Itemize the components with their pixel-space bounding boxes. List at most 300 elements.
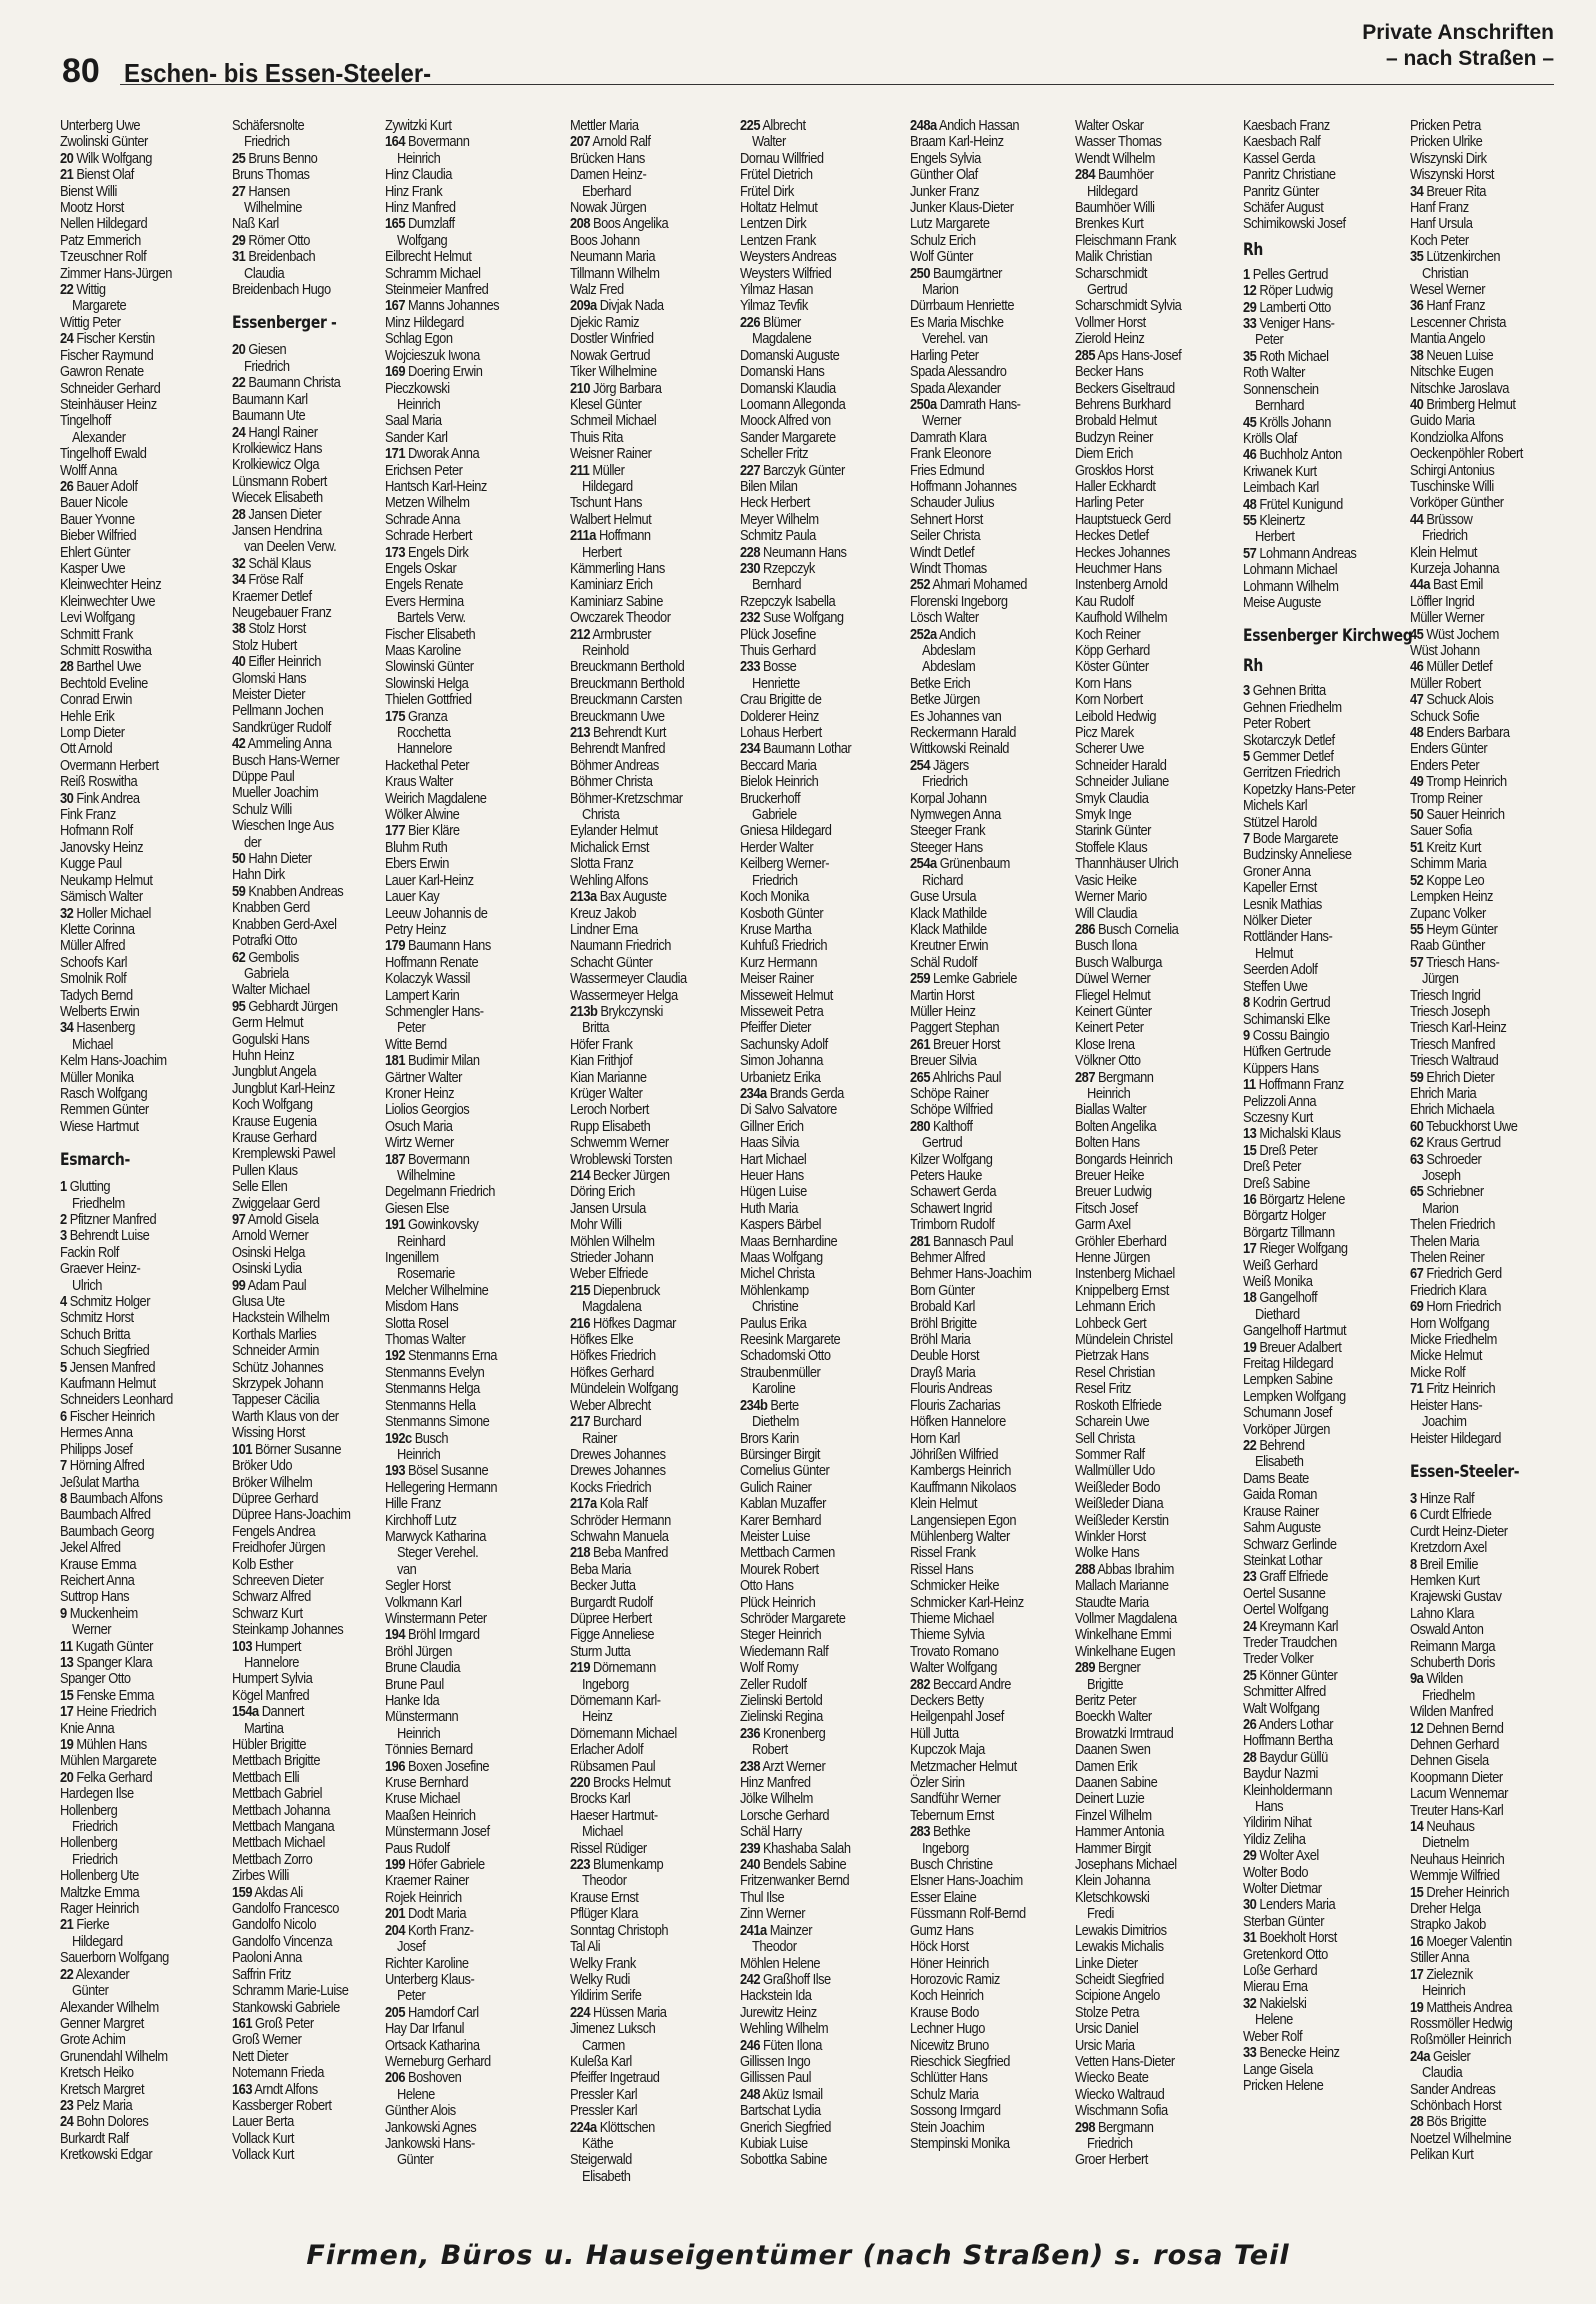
entry-continuation: Alexander [72,428,126,446]
directory-entry: Wolter Dietmar [1243,1880,1322,1898]
directory-entry: Bielok Heinrich [740,773,819,791]
directory-entry: Schoofs Karl [60,953,127,971]
directory-entry: 38 Stolz Horst [232,620,306,638]
house-number: 232 [740,609,760,627]
directory-entry: Müller Werner [1410,609,1485,627]
directory-entry: Michel Christa [740,1265,815,1283]
house-number: 17 [1410,1965,1424,1983]
directory-entry: Krölls Olaf [1243,429,1297,447]
directory-entry: Dams Beate [1243,1469,1309,1487]
directory-entry: Vollmer Horst [1075,313,1146,331]
directory-entry: 199 Höfer Gabriele [385,1856,485,1874]
house-number: 22 [1243,1437,1257,1455]
directory-entry: Klein Johanna [1075,1872,1151,1890]
directory-entry: Busch Christine [910,1856,993,1874]
directory-entry: 15 Dreher Heinrich [1410,1883,1509,1901]
directory-entry: Stützel Harold [1243,813,1317,831]
directory-entry: Dostler Winfried [570,330,654,348]
directory-entry: Giesen Else [385,1199,449,1217]
house-number: 171 [385,445,405,463]
directory-entry: Kleinholdermann [1243,1781,1333,1799]
directory-entry: Möhlen Helene [740,1954,821,1972]
directory-entry: Düppe Paul [232,768,295,786]
directory-entry: 40 Eifler Heinrich [232,653,321,671]
directory-entry: Wolter Bodo [1243,1863,1309,1881]
directory-entry: 11 Hoffmann Franz [1243,1076,1344,1094]
directory-entry: Hoffmann Johannes [910,477,1017,495]
house-number: 44a [1410,576,1430,594]
directory-entry: 26 Anders Lothar [1243,1715,1334,1733]
house-number: 19 [1410,1998,1424,2016]
directory-entry: Nölker Dieter [1243,912,1312,930]
directory-entry: Graever Heinz- [60,1260,141,1278]
directory-entry: 12 Dehnen Bernd [1410,1719,1504,1737]
directory-entry: 22 Wittig [60,281,106,299]
directory-entry: Knippelberg Ernst [1075,1281,1169,1299]
directory-entry: Groß Werner [232,2031,302,2049]
directory-entry: Korthals Marlies [232,1325,317,1343]
directory-entry: 21 Bienst Olaf [60,166,134,184]
directory-entry: Yildiz Zeliha [1243,1830,1306,1848]
entry-continuation: Hannelore [244,1653,299,1671]
directory-entry: Korn Norbert [1075,691,1143,709]
directory-entry: Schulz Willi [232,800,292,818]
directory-entry: 3 Hinze Ralf [1410,1489,1475,1507]
directory-entry: 265 Ahlrichs Paul [910,1068,1001,1086]
house-number: 238 [740,1757,760,1775]
directory-entry: Genner Margret [60,2014,144,2032]
directory-entry: Tingelhoff Ewald [60,445,147,463]
directory-entry: 209a Divjak Nada [570,297,664,315]
directory-entry: Slotta Franz [570,855,634,873]
directory-entry: Dehnen Gisela [1410,1752,1489,1770]
directory-entry: Möhlen Wilhelm [570,1232,655,1250]
entry-continuation: Bartels Verw. [397,609,466,627]
directory-entry: Zupanc Volker [1410,904,1486,922]
directory-entry: Gehnen Friedhelm [1243,698,1342,716]
directory-entry: Metzen Wilhelm [385,494,470,512]
directory-entry: Raab Günther [1410,937,1485,955]
directory-entry: 204 Korth Franz- [385,1921,474,1939]
house-number: 20 [232,341,246,359]
directory-entry: Fitsch Josef [1075,1199,1138,1217]
directory-entry: 234a Brands Gerda [740,1084,844,1102]
directory-entry: Tingelhoff [60,412,111,430]
directory-entry: Remmen Günter [60,1101,149,1119]
directory-entry: Kaminiarz Erich [570,576,653,594]
house-number: 284 [1075,166,1095,184]
directory-entry: Wendt Wilhelm [1075,149,1155,167]
directory-entry: 259 Lemke Gabriele [910,970,1017,988]
directory-entry: Pullen Klaus [232,1161,298,1179]
house-number: 265 [910,1068,930,1086]
directory-entry: Fengels Andrea [232,1522,316,1540]
house-number: 24 [1243,1617,1257,1635]
house-number: 44 [1410,510,1424,528]
directory-entry: Hinz Manfred [385,199,456,217]
directory-entry: Windt Detlef [910,543,975,561]
house-number: 215 [570,1281,590,1299]
directory-entry: Gnerich Siegfried [740,2118,831,2136]
directory-entry: Maaßen Heinrich [385,1806,476,1824]
house-number: 234 [740,740,760,758]
house-number: 240 [740,1856,760,1874]
directory-entry: Neugebauer Franz [232,603,332,621]
directory-entry: 15 Fenske Emma [60,1686,154,1704]
directory-entry: Pieczkowski [385,379,450,397]
house-number: 29 [232,231,246,249]
directory-entry: 220 Brocks Helmut [570,1774,671,1792]
directory-entry: Flouris Zacharias [910,1396,1001,1414]
house-number: 239 [740,1839,760,1857]
street-range-title: Eschen- bis Essen-Steeler- [124,58,432,88]
directory-entry: Lorsche Gerhard [740,1806,830,1824]
directory-entry: Wehling Alfons [570,871,648,889]
directory-entry: Oertel Susanne [1243,1584,1326,1602]
directory-entry: Scipione Angelo [1075,1987,1160,2005]
directory-entry: Höfken Hannelore [910,1413,1006,1431]
directory-entry: Thelen Reiner [1410,1249,1485,1267]
directory-entry: 236 Kronenberg [740,1724,826,1742]
directory-columns [60,118,1560,2210]
directory-entry: Nicewitz Bruno [910,2036,989,2054]
directory-entry: Schmitz Horst [60,1309,134,1327]
house-number: 32 [60,904,74,922]
directory-column-4 [570,118,718,2210]
directory-entry: Brenkes Kurt [1075,215,1144,233]
directory-entry: Huth Maria [740,1199,798,1217]
entry-continuation: Hildegard [1087,182,1138,200]
directory-entry: Münstermann Josef [385,1823,490,1841]
directory-entry: Bauer Nicole [60,494,128,512]
directory-entry: Heuer Hans [740,1167,804,1184]
directory-entry: Wüst Johann [1410,642,1480,659]
directory-entry: Wieschen Inge Aus [232,817,334,835]
directory-entry: Wolf Romy [740,1659,799,1677]
directory-entry: Müller Heinz [910,1002,976,1020]
directory-entry: Kleinwechter Uwe [60,592,155,610]
directory-entry: 50 Hahn Dieter [232,850,312,868]
directory-entry: 28 Barthel Uwe [60,658,141,676]
directory-entry: Engels Oskar [385,559,457,577]
directory-entry: Zinn Werner [740,1905,806,1923]
directory-entry: Pfeiffer Dieter [740,1019,811,1037]
directory-entry: 6 Fischer Heinrich [60,1407,155,1425]
directory-entry: Triesch Waltraud [1410,1052,1499,1070]
directory-entry: Höfer Frank [570,1035,633,1053]
directory-entry: Smyk Inge [1075,806,1132,824]
directory-entry: Özler Sirin [910,1774,965,1792]
directory-entry: 62 Gembolis [232,948,299,966]
directory-entry: Welky Rudi [570,1970,630,1988]
directory-entry: Vollack Kurt [232,2129,294,2147]
directory-entry: 232 Suse Wolfgang [740,609,844,627]
house-number: 97 [232,1211,246,1228]
directory-entry: Owczarek Theodor [570,609,671,627]
directory-entry: 23 Graff Elfriede [1243,1568,1328,1586]
directory-entry: Stenmanns Simone [385,1413,490,1431]
directory-entry: Sahm Auguste [1243,1519,1321,1537]
directory-entry: Schreeven Dieter [232,1571,324,1589]
house-number: 28 [232,505,246,523]
directory-entry: Behmer Alfred [910,1249,986,1267]
directory-entry: Lohaus Herbert [740,724,822,742]
directory-entry: 287 Bergmann [1075,1068,1154,1086]
directory-entry: Kian Marianne [570,1068,647,1086]
directory-entry: Koopmann Dieter [1410,1768,1503,1786]
entry-continuation: Wolfgang [397,231,448,249]
entry-continuation: Peter [1255,331,1284,349]
directory-entry: 234 Baumann Lothar [740,740,852,758]
directory-entry: Ehrich Maria [1410,1084,1477,1102]
directory-entry: Wiszynski Horst [1410,166,1494,184]
directory-entry: Korpal Johann [910,789,987,807]
house-number: 35 [1410,248,1424,266]
directory-entry: 19 Breuer Adalbert [1243,1338,1342,1356]
directory-entry: Wemmje Wilfried [1410,1867,1500,1885]
directory-entry: Kretzdorn Axel [1410,1539,1487,1557]
directory-entry: Biallas Walter [1075,1101,1147,1119]
directory-entry: Hellegering Hermann [385,1478,498,1496]
directory-entry: 13 Michalski Klaus [1243,1125,1341,1143]
directory-entry: Becker Hans [1075,363,1144,381]
directory-entry: Schütz Johannes [232,1358,324,1376]
directory-entry: Otto Hans [740,1577,794,1595]
directory-entry: 19 Mühlen Hans [60,1736,147,1753]
directory-entry: Müller Alfred [60,937,125,955]
directory-entry: Scheller Fritz [740,445,809,463]
directory-entry: 228 Neumann Hans [740,543,847,561]
house-number: 22 [60,1965,74,1983]
directory-entry: Kraemer Rainer [385,1872,469,1890]
directory-entry: Thelen Friedrich [1410,1216,1495,1234]
directory-entry: Koch Peter [1410,231,1469,249]
entry-continuation: Heinrich [397,395,441,413]
directory-entry: Busch Walburga [1075,953,1162,971]
directory-entry: Kubiak Luise [740,2134,808,2152]
entry-continuation: Joachim [1422,1413,1467,1431]
directory-entry: Kolb Esther [232,1555,294,1573]
entry-continuation: Hannelore [397,740,452,758]
house-number: 234b [740,1396,768,1414]
directory-entry: Skrzypek Johann [232,1375,324,1393]
house-number: 210 [570,379,590,397]
directory-entry: 5 Jensen Manfred [60,1358,156,1376]
directory-entry: 25 Bruns Benno [232,149,318,167]
directory-entry: Schrade Herbert [385,527,472,545]
directory-entry: Osuch Maria [385,1117,453,1135]
directory-entry: Guse Ursula [910,888,977,906]
directory-entry: 280 Kalthoff [910,1117,973,1135]
directory-entry: Dolderer Heinz [740,707,819,725]
directory-entry: Levi Wolfgang [60,609,135,627]
directory-entry: Wallmüller Udo [1075,1462,1155,1480]
directory-entry: Beba Maria [570,1560,631,1578]
entry-continuation: Friedrich [922,773,968,791]
directory-entry: Gärtner Walter [385,1068,462,1086]
house-number: 289 [1075,1659,1095,1677]
house-number: 26 [60,477,74,495]
directory-entry: 34 Fröse Ralf [232,571,303,589]
house-number: 38 [1410,346,1424,364]
directory-entry: Mantia Angelo [1410,330,1486,348]
directory-entry: Mohr Willi [570,1216,622,1234]
entry-continuation: Gertrud [1087,281,1128,299]
directory-entry: Bolten Angelika [1075,1117,1157,1135]
directory-entry: 26 Bauer Adolf [60,477,138,495]
directory-entry: Dörnemann Karl- [570,1692,661,1709]
directory-entry: Friedrich Klara [1410,1281,1487,1299]
directory-entry: 9 Cossu Baingio [1243,1026,1330,1044]
directory-entry: Hinz Frank [385,182,443,200]
entry-continuation: Friedrich [72,1850,118,1868]
directory-entry: Sczesny Kurt [1243,1108,1313,1126]
directory-entry: Pressler Karl [570,2102,638,2120]
directory-entry: Triesch Ingrid [1410,986,1481,1004]
house-number: 13 [1243,1125,1257,1143]
directory-entry: Pelizzoli Anna [1243,1092,1317,1110]
directory-entry: Schäl Rudolf [910,953,977,971]
house-number: 24 [60,2113,74,2131]
directory-entry: Kleinwechter Heinz [60,576,162,594]
directory-entry: Metzmacher Helmut [910,1757,1017,1775]
directory-entry: Schauder Julius [910,494,995,512]
directory-entry: Jekel Alfred [60,1539,121,1557]
directory-entry: Thul Ilse [740,1888,785,1906]
directory-entry: Becker Jutta [570,1577,636,1595]
directory-entry: Boeckh Walter [1075,1708,1152,1726]
directory-entry: Koch Heinrich [910,1987,984,2005]
entry-continuation: Helene [397,2085,435,2103]
house-number: 31 [1243,1929,1257,1947]
directory-entry: 24 Bohn Dolores [60,2113,149,2131]
directory-entry: Böhmer Andreas [570,756,659,774]
directory-entry: 6 Curdt Elfriede [1410,1506,1492,1524]
directory-entry: Neukamp Helmut [60,871,153,889]
directory-entry: Winstermann Peter [385,1609,487,1627]
directory-entry: Plück Heinrich [740,1593,816,1611]
directory-entry: Reckermann Harald [910,724,1016,742]
directory-entry: Schacht Günter [570,953,653,971]
directory-entry: Kassel Gerda [1243,149,1315,167]
directory-entry: Klose Irena [1075,1035,1135,1053]
directory-entry: 30 Fink Andrea [60,789,140,807]
house-number: 217a [570,1495,597,1513]
directory-entry: Walter Oskar [1075,117,1144,134]
directory-entry: Yildirim Nihat [1243,1814,1312,1832]
directory-entry: 242 Graßhoff Ilse [740,1970,831,1988]
directory-entry: Wesel Werner [1410,281,1486,299]
directory-entry: Weber Elfriede [570,1265,648,1283]
directory-entry: Klesel Günter [570,395,642,413]
house-number: 7 [60,1457,67,1475]
directory-entry: 201 Dodt Maria [385,1905,466,1923]
directory-entry: Winkler Horst [1075,1527,1146,1545]
directory-entry: 165 Dumzlaff [385,215,455,233]
house-number: 46 [1243,446,1257,464]
house-number: 261 [910,1035,930,1053]
directory-entry: Hoffmann Bertha [1243,1732,1333,1750]
directory-entry: Wissing Horst [232,1424,305,1442]
house-number: 62 [1410,1134,1424,1152]
directory-entry: Hinz Manfred [740,1774,811,1792]
directory-entry: 252 Ahmari Mohamed [910,576,1027,594]
directory-entry: Gniesa Hildegard [740,822,832,840]
directory-entry: 234b Berte [740,1396,799,1414]
directory-entry: Lauer Berta [232,2113,294,2131]
house-number: 208 [570,215,590,233]
directory-entry: Bröhl Maria [910,1331,971,1349]
house-number: 69 [1410,1298,1424,1316]
directory-entry: 171 Dworak Anna [385,445,480,463]
directory-entry: Steeger Frank [910,822,986,840]
directory-entry: Sonnenschein [1243,380,1319,398]
directory-entry: Wölker Alwine [385,806,460,824]
directory-entry: 59 Knabben Andreas [232,882,344,900]
directory-entry: Behrens Burkhard [1075,395,1171,413]
directory-entry: Weysters Andreas [740,248,837,266]
directory-entry: Hofmann Rolf [60,822,133,840]
house-number: 6 [60,1407,67,1425]
entry-continuation: Magdalene [752,330,812,348]
directory-entry: 40 Brimberg Helmut [1410,395,1516,413]
directory-entry: Höner Heinrich [910,1954,989,1972]
house-number: 55 [1243,511,1257,529]
directory-column-5 [740,118,892,2210]
directory-entry: 95 Gebhardt Jürgen [232,997,338,1015]
house-number: 59 [1410,1068,1424,1086]
directory-entry: Rieschick Siegfried [910,2052,1010,2070]
directory-entry: Freitag Hildegard [1243,1355,1334,1373]
directory-entry: Kuleßa Karl [570,2052,632,2070]
directory-entry: Breidenbach Hugo [232,281,331,299]
house-number: 32 [1243,1994,1257,2012]
house-number: 201 [385,1905,405,1923]
directory-entry: Oertel Wolfgang [1243,1601,1329,1619]
directory-entry: Skotarczyk Detlef [1243,731,1335,749]
directory-entry: Tzeuschner Rolf [60,248,147,266]
entry-continuation: Günter [72,1982,109,2000]
house-number: 248a [910,117,937,134]
directory-entry: Schulz Maria [910,2085,979,2103]
entry-continuation: Friedhelm [72,1194,125,1212]
directory-entry: Windt Thomas [910,559,987,577]
directory-entry: 225 Albrecht [740,117,806,134]
house-number: 15 [60,1686,74,1704]
house-number: 9 [60,1604,67,1622]
house-number: 99 [232,1276,246,1294]
directory-entry: 11 Kugath Günter [60,1637,153,1655]
entry-continuation: Abdeslam [922,658,976,676]
house-number: 16 [1410,1932,1424,1950]
entry-continuation: Ingeborg [922,1839,969,1857]
directory-entry: 20 Felka Gerhard [60,1768,153,1786]
entry-continuation: Dietnelm [1422,1834,1469,1852]
directory-entry: Smolnik Rolf [60,970,127,988]
directory-entry: Michalick Ernst [570,838,649,856]
entry-continuation: Michael [582,1823,623,1841]
directory-entry: Weißleder Kerstin [1075,1511,1169,1529]
directory-entry: 169 Doering Erwin [385,363,483,381]
directory-entry: Lempken Wolfgang [1243,1387,1346,1405]
directory-entry: Steinmeier Manfred [385,281,489,299]
directory-column-9 [1410,118,1560,2210]
directory-entry: 3 Behrendt Luise [60,1227,150,1245]
house-number: 211 [570,461,590,479]
entry-continuation: Werner [72,1621,112,1639]
directory-entry: Wiecek Elisabeth [232,489,323,507]
directory-entry: Melcher Wilhelmine [385,1281,489,1299]
